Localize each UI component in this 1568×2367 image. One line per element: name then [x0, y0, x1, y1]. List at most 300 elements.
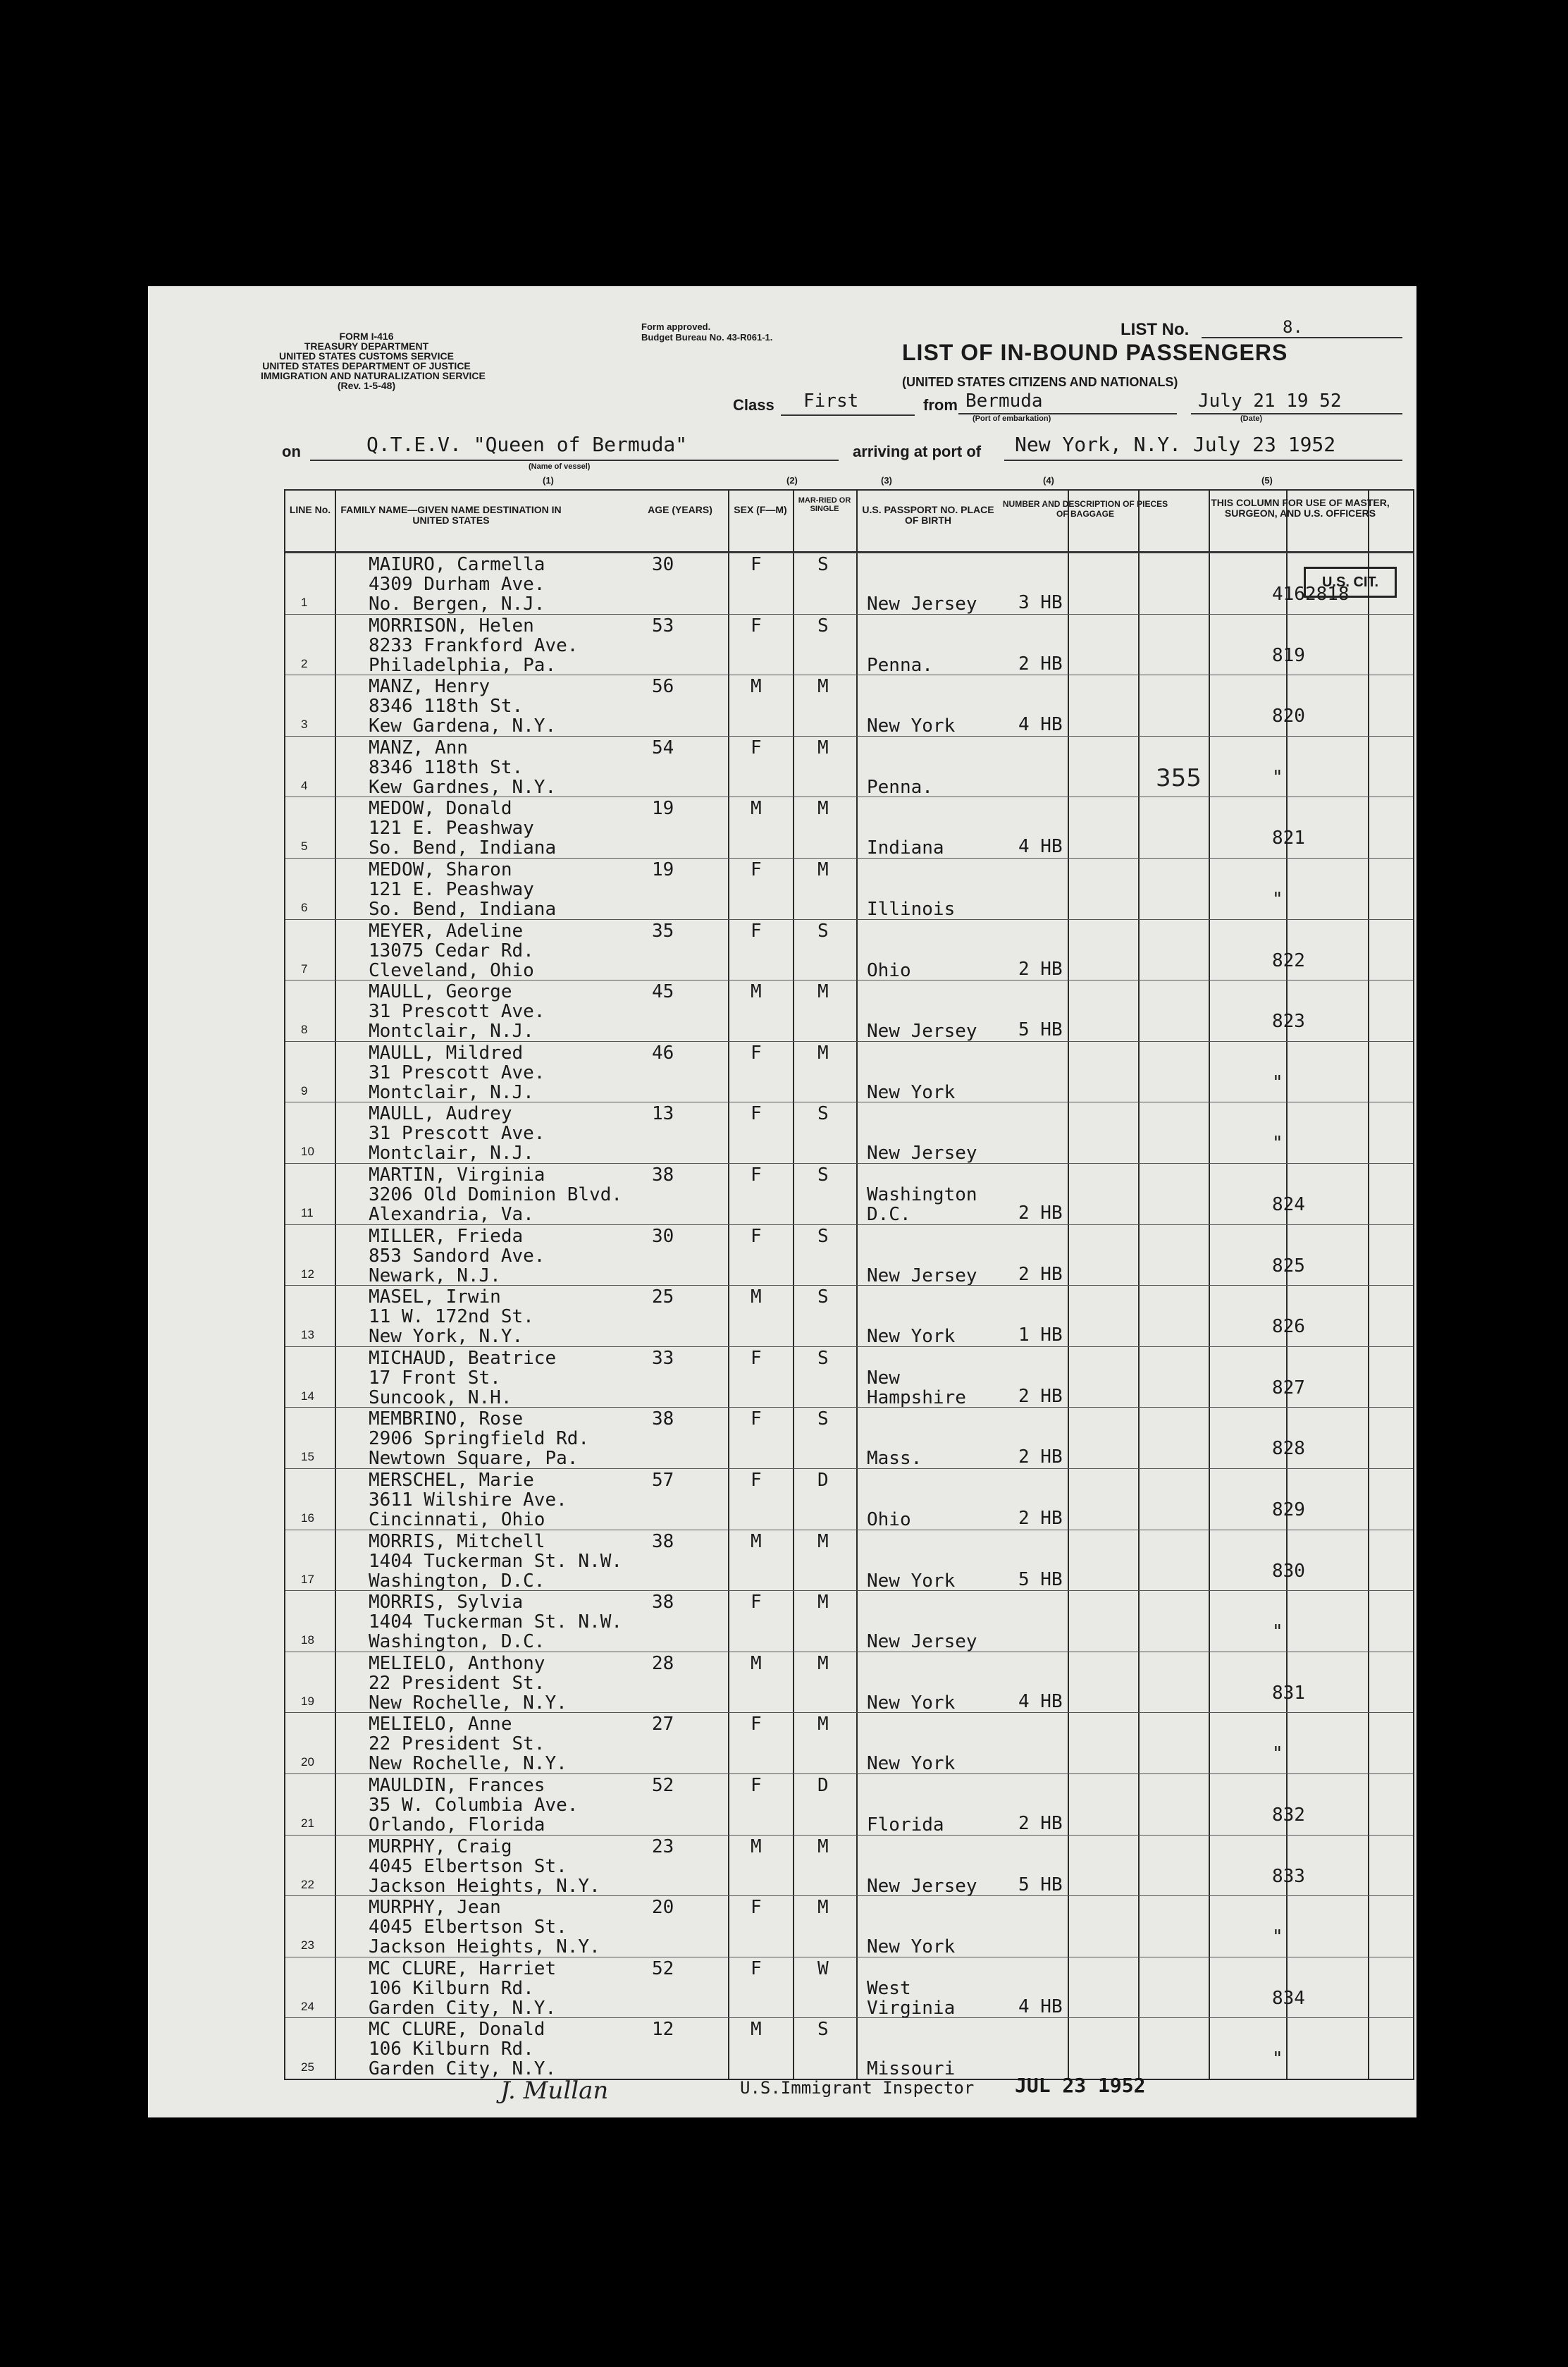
passenger-name: MEDOW, Sharon	[369, 859, 512, 880]
table-row	[285, 1895, 1413, 1957]
passenger-address: 106 Kilburn Rd.	[369, 2039, 534, 2060]
passenger-name: MANZ, Henry	[369, 676, 490, 698]
class-label: Class	[733, 396, 774, 414]
line-number: 8	[301, 1023, 308, 1037]
baggage: 2 HB	[1018, 958, 1063, 980]
marital-status: M	[817, 1714, 829, 1735]
passenger-sex: F	[751, 615, 762, 637]
line-number: 24	[301, 1999, 314, 2013]
marital-status: S	[817, 1103, 829, 1125]
line-number: 6	[301, 901, 308, 914]
line-number: 5	[301, 840, 308, 854]
marital-status: M	[817, 1592, 829, 1613]
form-number: FORM I-416	[339, 331, 394, 342]
passenger-age: 30	[652, 1225, 674, 1247]
passenger-sex: F	[751, 1164, 762, 1186]
list-no-label: LIST No.	[1121, 320, 1190, 339]
birth-place-line2: Hampshire	[867, 1387, 966, 1408]
table-row	[285, 553, 1413, 615]
passenger-sex: F	[751, 859, 762, 880]
baggage: 5 HB	[1018, 1019, 1063, 1041]
passenger-age: 52	[652, 1957, 674, 1979]
arriving-port: New York, N.Y. July 23 1952	[1015, 433, 1336, 456]
passenger-age: 13	[652, 1103, 674, 1125]
birth-place-line2: New Jersey	[867, 1631, 977, 1653]
passenger-name: MEYER, Adeline	[369, 920, 524, 942]
passenger-address: 8346 118th St.	[369, 696, 524, 718]
line-number: 12	[301, 1267, 314, 1281]
baggage: 2 HB	[1018, 1508, 1063, 1529]
list-no-value: 8.	[1283, 317, 1303, 337]
baggage: 5 HB	[1018, 1568, 1063, 1590]
passenger-city: Washington, D.C.	[369, 1631, 545, 1653]
baggage: 2 HB	[1018, 1203, 1063, 1224]
treasury-dept: TREASURY DEPARTMENT	[304, 340, 429, 352]
passenger-address: 13075 Cedar Rd.	[369, 940, 534, 961]
passenger-city: No. Bergen, N.J.	[369, 594, 545, 615]
marital-status: S	[817, 920, 829, 942]
line-number: 21	[301, 1816, 314, 1830]
table-row	[285, 1957, 1413, 2019]
table-row	[285, 1285, 1413, 1347]
inspector-label: U.S.Immigrant Inspector	[740, 2078, 975, 2098]
passenger-age: 33	[652, 1347, 674, 1369]
passenger-sex: F	[751, 1408, 762, 1430]
officer-number: 829	[1272, 1499, 1305, 1520]
col-header-passport: U.S. PASSPORT NO. PLACE OF BIRTH	[862, 504, 994, 526]
budget-bureau-no: Budget Bureau No. 43-R061-1.	[641, 332, 773, 343]
table-row	[285, 1224, 1413, 1286]
passenger-sex: F	[751, 737, 762, 758]
vessel-caption: (Name of vessel)	[529, 462, 591, 471]
table-row	[285, 858, 1413, 920]
passenger-city: Montclair, N.J.	[369, 1081, 534, 1103]
passenger-name: MORRISON, Helen	[369, 615, 534, 637]
passenger-city: Alexandria, Va.	[369, 1204, 534, 1225]
birth-place-line1: West	[867, 1977, 911, 1999]
form-revision: (Rev. 1-5-48)	[337, 380, 396, 391]
passenger-sex: M	[751, 981, 762, 1003]
baggage: 5 HB	[1018, 1874, 1063, 1895]
birth-place-line2: Illinois	[867, 899, 956, 920]
officer-number: 831	[1272, 1682, 1305, 1704]
passenger-address: 121 E. Peashway	[369, 879, 534, 900]
birth-place-line2: New Jersey	[867, 594, 977, 615]
passenger-age: 54	[652, 737, 674, 758]
table-row	[285, 1773, 1413, 1836]
inspection-stamp-date: JUL 23 1952	[1015, 2074, 1146, 2097]
officer-number: "	[1272, 2048, 1283, 2070]
passenger-city: Jackson Heights, N.Y.	[369, 1936, 600, 1958]
passenger-age: 20	[652, 1897, 674, 1919]
passenger-name: MAULL, Audrey	[369, 1103, 512, 1125]
passenger-name: MASEL, Irwin	[369, 1286, 501, 1308]
passenger-sex: F	[751, 1042, 762, 1064]
passenger-city: Orlando, Florida	[369, 1814, 545, 1836]
departure-date: July 21 19 52	[1198, 391, 1342, 412]
marital-status: M	[817, 1652, 829, 1674]
passenger-address: 22 President St.	[369, 1672, 545, 1694]
passenger-address: 22 President St.	[369, 1733, 545, 1755]
col-num-3: (3)	[881, 475, 892, 486]
line-number: 14	[301, 1389, 314, 1403]
port-caption: (Port of embarkation)	[973, 414, 1051, 423]
class-value: First	[803, 391, 859, 412]
passenger-city: New Rochelle, N.Y.	[369, 1692, 567, 1714]
passenger-address: 1404 Tuckerman St. N.W.	[369, 1611, 623, 1633]
line-number: 25	[301, 2060, 314, 2074]
passenger-name: MAULL, Mildred	[369, 1042, 524, 1064]
officer-number: 824	[1272, 1194, 1305, 1215]
justice-dept: UNITED STATES DEPARTMENT OF JUSTICE	[262, 360, 471, 371]
officer-number: 4162818	[1272, 584, 1350, 605]
passenger-name: MURPHY, Jean	[369, 1897, 501, 1919]
marital-status: M	[817, 737, 829, 758]
line-number: 11	[301, 1206, 314, 1219]
baggage: 1 HB	[1018, 1324, 1063, 1346]
birth-place-line2: Indiana	[867, 837, 944, 859]
baggage: 2 HB	[1018, 1813, 1063, 1834]
birth-place-line2: New Jersey	[867, 1143, 977, 1164]
passenger-address: 121 E. Peashway	[369, 818, 534, 840]
table-row	[285, 614, 1413, 676]
date-caption: (Date)	[1240, 414, 1263, 423]
birth-place-line2: Florida	[867, 1814, 944, 1836]
birth-place-line2: Penna.	[867, 654, 933, 676]
passenger-address: 31 Prescott Ave.	[369, 1062, 545, 1083]
marital-status: S	[817, 1164, 829, 1186]
from-label: from	[923, 396, 958, 414]
passenger-age: 57	[652, 1470, 674, 1491]
passenger-city: Philadelphia, Pa.	[369, 654, 557, 676]
us-cit-stamp: U.S. CIT.	[1304, 567, 1397, 598]
passenger-name: MC CLURE, Donald	[369, 2019, 545, 2041]
line-number: 7	[301, 961, 308, 976]
officer-number: "	[1272, 1926, 1283, 1948]
table-row	[285, 1346, 1413, 1408]
passenger-city: New Rochelle, N.Y.	[369, 1753, 567, 1775]
passenger-age: 53	[652, 615, 674, 637]
table-row	[285, 736, 1413, 798]
inspector-signature: J. Mullan	[500, 2077, 609, 2105]
page-subtitle: (UNITED STATES CITIZENS AND NATIONALS)	[902, 375, 1178, 389]
passenger-name: MICHAUD, Beatrice	[369, 1347, 557, 1369]
line-number: 10	[301, 1145, 314, 1159]
passenger-address: 1404 Tuckerman St. N.W.	[369, 1550, 623, 1572]
passenger-city: New York, N.Y.	[369, 1326, 524, 1348]
passenger-address: 853 Sandord Ave.	[369, 1245, 545, 1267]
table-row	[285, 919, 1413, 981]
table-row	[285, 1102, 1413, 1164]
marital-status: S	[817, 1408, 829, 1430]
birth-place-line2: New Jersey	[867, 1875, 977, 1897]
passenger-age: 30	[652, 554, 674, 575]
from-value: Bermuda	[965, 391, 1043, 412]
passenger-name: MANZ, Ann	[369, 737, 468, 758]
table-row	[285, 1590, 1413, 1652]
arriving-label: arriving at port of	[853, 443, 982, 460]
passenger-address: 17 Front St.	[369, 1367, 501, 1389]
officer-number: "	[1272, 889, 1283, 910]
passenger-address: 3611 Wilshire Ave.	[369, 1489, 567, 1511]
officer-number: 828	[1272, 1438, 1305, 1460]
passenger-sex: F	[751, 1775, 762, 1796]
marital-status: M	[817, 981, 829, 1003]
passenger-city: Garden City, N.Y.	[369, 1997, 557, 2019]
baggage: 2 HB	[1018, 1263, 1063, 1285]
passenger-city: Kew Gardnes, N.Y.	[369, 776, 557, 798]
passenger-address: 8346 118th St.	[369, 756, 524, 778]
passenger-name: MELIELO, Anne	[369, 1714, 512, 1735]
marital-status: M	[817, 1530, 829, 1552]
birth-place-line2: New York	[867, 1753, 956, 1775]
marital-status: S	[817, 2019, 829, 2041]
marital-status: M	[817, 1042, 829, 1064]
birth-place-line2: New Jersey	[867, 1021, 977, 1043]
marital-status: M	[817, 1897, 829, 1919]
marital-status: D	[817, 1470, 829, 1491]
passenger-sex: M	[751, 1286, 762, 1308]
passenger-name: MEMBRINO, Rose	[369, 1408, 524, 1430]
passenger-city: Kew Gardena, N.Y.	[369, 715, 557, 737]
birth-place-line2: Missouri	[867, 2058, 956, 2080]
baggage: 2 HB	[1018, 1385, 1063, 1407]
line-number: 3	[301, 718, 308, 732]
passenger-address: 2906 Springfield Rd.	[369, 1428, 590, 1450]
passenger-address: 4045 Elbertson St.	[369, 1917, 567, 1938]
passenger-name: MARTIN, Virginia	[369, 1164, 545, 1186]
birth-place-line1: Washington	[867, 1184, 977, 1205]
passenger-city: So. Bend, Indiana	[369, 837, 557, 859]
table-row	[285, 797, 1413, 859]
passenger-sex: M	[751, 798, 762, 820]
col-header-name: FAMILY NAME—GIVEN NAME DESTINATION IN UNITED STATES	[340, 504, 562, 526]
col-num-2: (2)	[786, 475, 798, 486]
birth-place-line2: New York	[867, 1570, 956, 1592]
table-row	[285, 1835, 1413, 1897]
marital-status: S	[817, 1347, 829, 1369]
birth-place-line2: New York	[867, 715, 956, 737]
birth-place-line2: Mass.	[867, 1448, 922, 1470]
passenger-city: Cleveland, Ohio	[369, 959, 534, 981]
marital-status: S	[817, 554, 829, 575]
line-number: 20	[301, 1755, 314, 1769]
passenger-address: 4309 Durham Ave.	[369, 574, 545, 595]
officer-number: 830	[1272, 1560, 1305, 1582]
table-row	[285, 1652, 1413, 1714]
officer-number: 821	[1272, 828, 1305, 849]
passenger-name: MAULL, George	[369, 981, 512, 1003]
passenger-city: So. Bend, Indiana	[369, 899, 557, 920]
col-header-married: MAR-RIED OR SINGLE	[798, 496, 851, 513]
line-number: 15	[301, 1450, 314, 1464]
officer-number: 832	[1272, 1805, 1305, 1826]
line-number: 9	[301, 1083, 308, 1098]
page-title: LIST OF IN-BOUND PASSENGERS	[902, 340, 1288, 365]
passenger-sex: F	[751, 1347, 762, 1369]
passenger-sex: M	[751, 1652, 762, 1674]
baggage: 4 HB	[1018, 836, 1063, 858]
passenger-sex: F	[751, 1592, 762, 1613]
passenger-name: MAULDIN, Frances	[369, 1775, 545, 1796]
marital-status: S	[817, 615, 829, 637]
officer-number: "	[1272, 766, 1283, 788]
table-row	[285, 1041, 1413, 1103]
passenger-name: MELIELO, Anthony	[369, 1652, 545, 1674]
line-number: 1	[301, 596, 308, 609]
passenger-city: Garden City, N.Y.	[369, 2058, 557, 2080]
birth-place-line2: New Jersey	[867, 1265, 977, 1286]
passenger-age: 52	[652, 1775, 674, 1796]
passenger-age: 23	[652, 1836, 674, 1857]
officer-number: "	[1272, 1621, 1283, 1643]
passenger-name: MERSCHEL, Marie	[369, 1470, 534, 1491]
passenger-address: 4045 Elbertson St.	[369, 1855, 567, 1877]
passenger-sex: F	[751, 554, 762, 575]
passenger-manifest-page	[148, 286, 1416, 2117]
line-number: 18	[301, 1633, 314, 1647]
birth-place-line2: New York	[867, 1081, 956, 1103]
marital-status: M	[817, 1836, 829, 1857]
passenger-age: 25	[652, 1286, 674, 1308]
passenger-age: 38	[652, 1530, 674, 1552]
passenger-age: 38	[652, 1164, 674, 1186]
passenger-sex: M	[751, 1836, 762, 1857]
passenger-sex: F	[751, 1957, 762, 1979]
table-row	[285, 980, 1413, 1042]
passenger-sex: F	[751, 920, 762, 942]
marital-status: W	[817, 1957, 829, 1979]
birth-place-line2: New York	[867, 1326, 956, 1348]
line-number: 4	[301, 778, 308, 792]
baggage: 2 HB	[1018, 653, 1063, 675]
passenger-city: Cincinnati, Ohio	[369, 1509, 545, 1530]
passenger-age: 12	[652, 2019, 674, 2041]
officer-number: 822	[1272, 949, 1305, 971]
officer-number: 825	[1272, 1255, 1305, 1277]
col-header-officers: THIS COLUMN FOR USE OF MASTER, SURGEON, AND U.S. OFFICERS	[1211, 497, 1390, 519]
vessel-name: Q.T.E.V. "Queen of Bermuda"	[366, 433, 688, 456]
col-header-age: AGE (YEARS)	[648, 504, 712, 515]
passenger-city: Washington, D.C.	[369, 1570, 545, 1592]
officer-number: 827	[1272, 1377, 1305, 1398]
passenger-sex: M	[751, 1530, 762, 1552]
passenger-sex: F	[751, 1225, 762, 1247]
passenger-sex: F	[751, 1103, 762, 1125]
line-number: 17	[301, 1572, 314, 1586]
passenger-name: MORRIS, Sylvia	[369, 1592, 524, 1613]
marital-status: M	[817, 798, 829, 820]
table-row	[285, 1530, 1413, 1592]
marital-status: M	[817, 859, 829, 880]
customs-service: UNITED STATES CUSTOMS SERVICE	[279, 350, 454, 362]
baggage: 3 HB	[1018, 592, 1063, 613]
marital-status: S	[817, 1225, 829, 1247]
line-number: 23	[301, 1938, 314, 1953]
line-number: 19	[301, 1694, 314, 1708]
birth-place-line2: New York	[867, 1692, 956, 1714]
handwritten-355: 355	[1156, 764, 1202, 792]
on-label: on	[282, 443, 301, 460]
birth-place-line2: Virginia	[867, 1997, 956, 2019]
baggage: 4 HB	[1018, 1996, 1063, 2017]
passenger-age: 38	[652, 1408, 674, 1430]
passenger-sex: F	[751, 1470, 762, 1491]
passenger-name: MAIURO, Carmella	[369, 554, 545, 575]
table-row	[285, 675, 1413, 737]
marital-status: S	[817, 1286, 829, 1308]
officer-number: 823	[1272, 1011, 1305, 1033]
form-header-left	[261, 331, 486, 391]
passenger-sex: M	[751, 676, 762, 698]
passenger-address: 106 Kilburn Rd.	[369, 1977, 534, 1999]
officer-number: 834	[1272, 1987, 1305, 2009]
table-row	[285, 1712, 1413, 1774]
line-number: 16	[301, 1511, 314, 1525]
officer-number: 819	[1272, 644, 1305, 666]
officer-number: "	[1272, 1133, 1283, 1155]
passenger-address: 8233 Frankford Ave.	[369, 634, 579, 656]
passenger-city: Jackson Heights, N.Y.	[369, 1875, 600, 1897]
officer-number: 833	[1272, 1865, 1305, 1887]
ins-service: IMMIGRATION AND NATURALIZATION SERVICE	[261, 370, 486, 381]
col-num-1: (1)	[543, 475, 554, 486]
passenger-age: 28	[652, 1652, 674, 1674]
passenger-sex: F	[751, 1897, 762, 1919]
passenger-address: 31 Prescott Ave.	[369, 1001, 545, 1023]
birth-place-line1: New	[867, 1367, 900, 1389]
table-row	[285, 1407, 1413, 1469]
form-approved: Form approved.	[641, 321, 711, 332]
birth-place-line2: D.C.	[867, 1204, 911, 1225]
budget-approval	[641, 321, 772, 343]
baggage: 4 HB	[1018, 1690, 1063, 1712]
col-header-sex: SEX (F—M)	[734, 504, 787, 515]
passenger-age: 56	[652, 676, 674, 698]
birth-place-line2: Ohio	[867, 959, 911, 981]
marital-status: D	[817, 1775, 829, 1796]
marital-status: M	[817, 676, 829, 698]
line-number: 2	[301, 656, 308, 670]
passenger-table	[284, 489, 1414, 2080]
line-number: 22	[301, 1877, 314, 1891]
baggage: 2 HB	[1018, 1446, 1063, 1468]
col-num-5: (5)	[1261, 475, 1273, 486]
passenger-city: Montclair, N.J.	[369, 1021, 534, 1043]
passenger-city: Newtown Square, Pa.	[369, 1448, 579, 1470]
passenger-name: MURPHY, Craig	[369, 1836, 512, 1857]
passenger-city: Suncook, N.H.	[369, 1387, 512, 1408]
officer-number: "	[1272, 1071, 1283, 1093]
passenger-age: 38	[652, 1592, 674, 1613]
passenger-age: 45	[652, 981, 674, 1003]
passenger-address: 3206 Old Dominion Blvd.	[369, 1184, 623, 1205]
passenger-name: MORRIS, Mitchell	[369, 1530, 545, 1552]
passenger-name: MEDOW, Donald	[369, 798, 512, 820]
passenger-age: 27	[652, 1714, 674, 1735]
birth-place-line2: Ohio	[867, 1509, 911, 1530]
passenger-sex: F	[751, 1714, 762, 1735]
passenger-sex: M	[751, 2019, 762, 2041]
passenger-age: 46	[652, 1042, 674, 1064]
passenger-name: MC CLURE, Harriet	[369, 1957, 557, 1979]
passenger-age: 19	[652, 798, 674, 820]
table-row	[285, 2017, 1413, 2079]
passenger-address: 11 W. 172nd St.	[369, 1306, 534, 1328]
passenger-address: 31 Prescott Ave.	[369, 1123, 545, 1145]
birth-place-line2: New York	[867, 1936, 956, 1958]
officer-number: "	[1272, 1743, 1283, 1765]
